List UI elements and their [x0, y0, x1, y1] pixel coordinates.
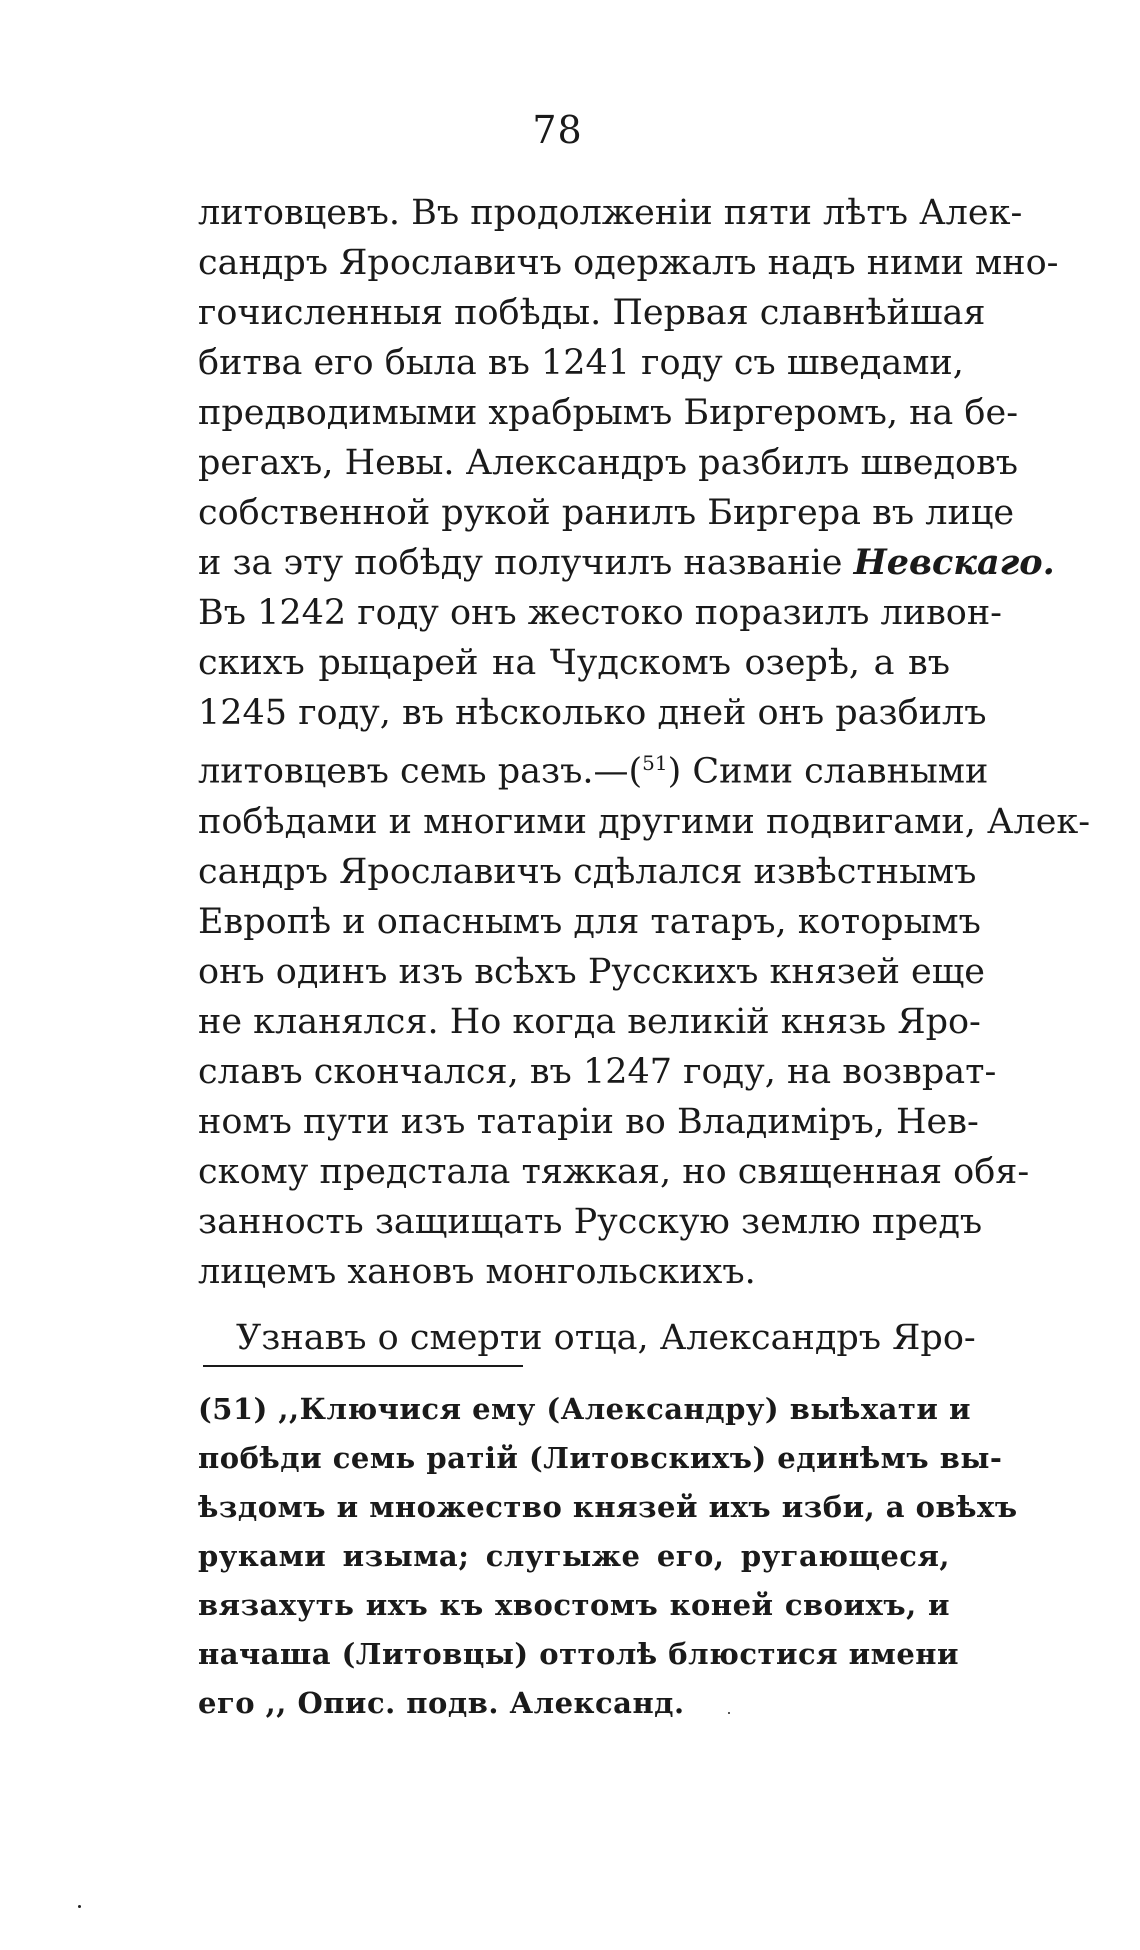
footnote-line: его ,, Опис. подв. Александ. — [198, 1686, 685, 1720]
text-line: предводимыми храбрымъ Биргеромъ, на бе- — [198, 393, 1019, 433]
paragraph-gap — [198, 1297, 950, 1313]
paragraph-start-line: Узнавъ о смерти отца, Александръ Яро- — [236, 1317, 976, 1358]
text-line: онъ одинъ изъ всѣхъ Русскихъ князей еще — [198, 951, 986, 992]
text-line: Европѣ и опаснымъ для татаръ, которымъ — [198, 901, 981, 942]
text-line: не кланялся. Но когда великій князь Яро- — [198, 1001, 981, 1042]
footnote-line: начаша (Литовцы) оттолѣ блюстися имени — [198, 1637, 960, 1671]
text-line: 1245 году, въ нѣсколько дней онъ разбилъ — [198, 693, 987, 733]
footnote-reference: 51 — [642, 751, 668, 775]
footnote-line: вязахуть ихъ къ хвостомъ коней своихъ, и — [198, 1588, 950, 1622]
text-line: Въ 1242 году онъ жестоко поразилъ ливон- — [198, 593, 1003, 633]
text-line: номъ пути изъ татаріи во Владиміръ, Нев- — [198, 1101, 979, 1142]
text-line: сандръ Ярославичъ одержалъ надъ ними мно- — [198, 243, 1059, 283]
text-fragment: литовцевъ семь разъ.—( — [198, 751, 643, 792]
page-number: 78 — [532, 108, 583, 152]
text-line: собственной рукой ранилъ Биргера въ лице — [198, 493, 1015, 533]
text-line: славъ скончался, въ 1247 году, на возврат- — [198, 1051, 997, 1092]
footnote-text: ,,Ключися ему (Александру) выѣхати и — [278, 1392, 972, 1426]
text-line-with-emphasis — [198, 538, 1055, 588]
text-fragment: и за эту побѣду получилъ названіе — [198, 543, 843, 583]
footnote-marker: (51) — [198, 1392, 268, 1426]
main-text — [198, 188, 1091, 1363]
footnote-line: побѣди семь ратій (Литовскихъ) единѣмъ вы- — [198, 1441, 1003, 1475]
footnote-line — [198, 1385, 972, 1434]
text-line: скому предстала тяжкая, но священная обя- — [198, 1151, 1030, 1192]
text-line: битва его была въ 1241 году съ шведами, — [198, 343, 964, 383]
footnote — [198, 1385, 1018, 1728]
text-line: занность защищать Русскую землю предъ — [198, 1201, 983, 1242]
text-line: литовцевъ. Въ продолженіи пяти лѣтъ Алек- — [198, 193, 1023, 233]
emphasized-name: Невскаго. — [853, 542, 1055, 583]
text-line: скихъ рыцарей на Чудскомъ озерѣ, а въ — [198, 643, 950, 683]
text-line: гочисленныя побѣды. Первая славнѣйшая — [198, 293, 986, 333]
footnote-divider — [203, 1365, 523, 1367]
text-line-with-footnote-ref — [198, 738, 989, 797]
print-speck — [78, 1905, 81, 1908]
text-line: побѣдами и многими другими подвигами, Алек- — [198, 801, 1091, 842]
text-fragment: ) Сими славными — [667, 751, 989, 792]
text-line: сандръ Ярославичъ сдѣлался извѣстнымъ — [198, 851, 977, 892]
footnote-line: руками изыма; слугыже его, ругающеся, — [198, 1539, 950, 1573]
text-line: лицемъ хановъ монгольскихъ. — [198, 1251, 756, 1292]
print-speck — [728, 1712, 730, 1714]
text-line: регахъ, Невы. Александръ разбилъ шведовъ — [198, 443, 1019, 483]
footnote-line: ѣздомъ и множество князей ихъ изби, а овѣхъ — [198, 1490, 1018, 1524]
